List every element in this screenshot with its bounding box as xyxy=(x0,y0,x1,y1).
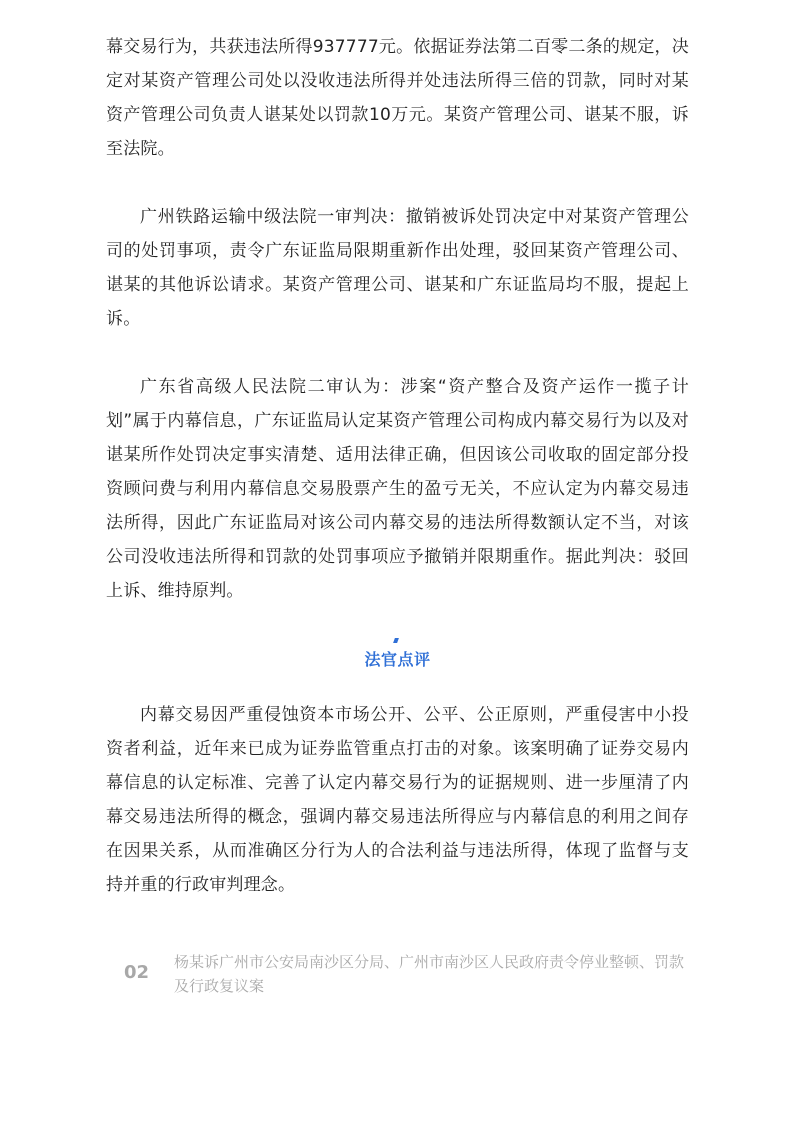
related-case-number: 02 xyxy=(124,962,150,983)
related-case-title[interactable]: 杨某诉广州市公安局南沙区分局、广州市南沙区人民政府责令停业整顿、罚款及行政复议案 xyxy=(174,953,685,995)
section-heading xyxy=(106,638,689,670)
document-page xyxy=(106,30,689,998)
judge-comment-paragraph: 内幕交易因严重侵蚀资本市场公开、公平、公正原则，严重侵害中小投资者利益，近年来已成为证券监管重点打击的对象。该案明确了证券交易内幕信息的认定标准、完善了认定内幕交易行为的证据规则、进一步厘清了内幕交易违法所得的概念，强调内幕交易违法所得应与内幕信息的利用之间存在因果关系，从而准确区分行为人的合法利益与违法所得，体现了监督与支持并重的行政审判理念。 xyxy=(106,705,689,895)
heading-accent-mark xyxy=(393,638,399,643)
paragraph-spacer xyxy=(106,166,689,200)
case-facts-paragraph: 幕交易行为，共获违法所得937777元。依据证券法第二百零二条的规定，决定对某资产管理公司处以没收违法所得并处违法所得三倍的罚款，同时对某资产管理公司负责人谌某处以罚款10万元。某资产管理公司、谌某不服，诉至法院。 xyxy=(106,37,689,159)
first-instance-paragraph: 广州铁路运输中级法院一审判决：撤销被诉处罚决定中对某资产管理公司的处罚事项，责令广东证监局限期重新作出处理，驳回某资产管理公司、谌某的其他诉讼请求。某资产管理公司、谌某和广东证监局均不服，提起上诉。 xyxy=(106,207,689,329)
second-instance-paragraph: 广东省高级人民法院二审认为：涉案“资产整合及资产运作一揽子计划”属于内幕信息，广东证监局认定某资产管理公司构成内幕交易行为以及对谌某所作处罚决定事实清楚、适用法律正确，但因该公司收取的固定部分投资顾问费与利用内幕信息交易股票产生的盈亏无关，不应认定为内幕交易违法所得，因此广东证监局对该公司内幕交易的违法所得数额认定不当，对该公司没收违法所得和罚款的处罚事项应予撤销并限期重作。据此判决：驳回上诉、维持原判。 xyxy=(106,377,689,601)
related-case-link[interactable] xyxy=(106,950,689,998)
paragraph-spacer xyxy=(106,336,689,370)
section-title: 法官点评 xyxy=(364,650,431,669)
